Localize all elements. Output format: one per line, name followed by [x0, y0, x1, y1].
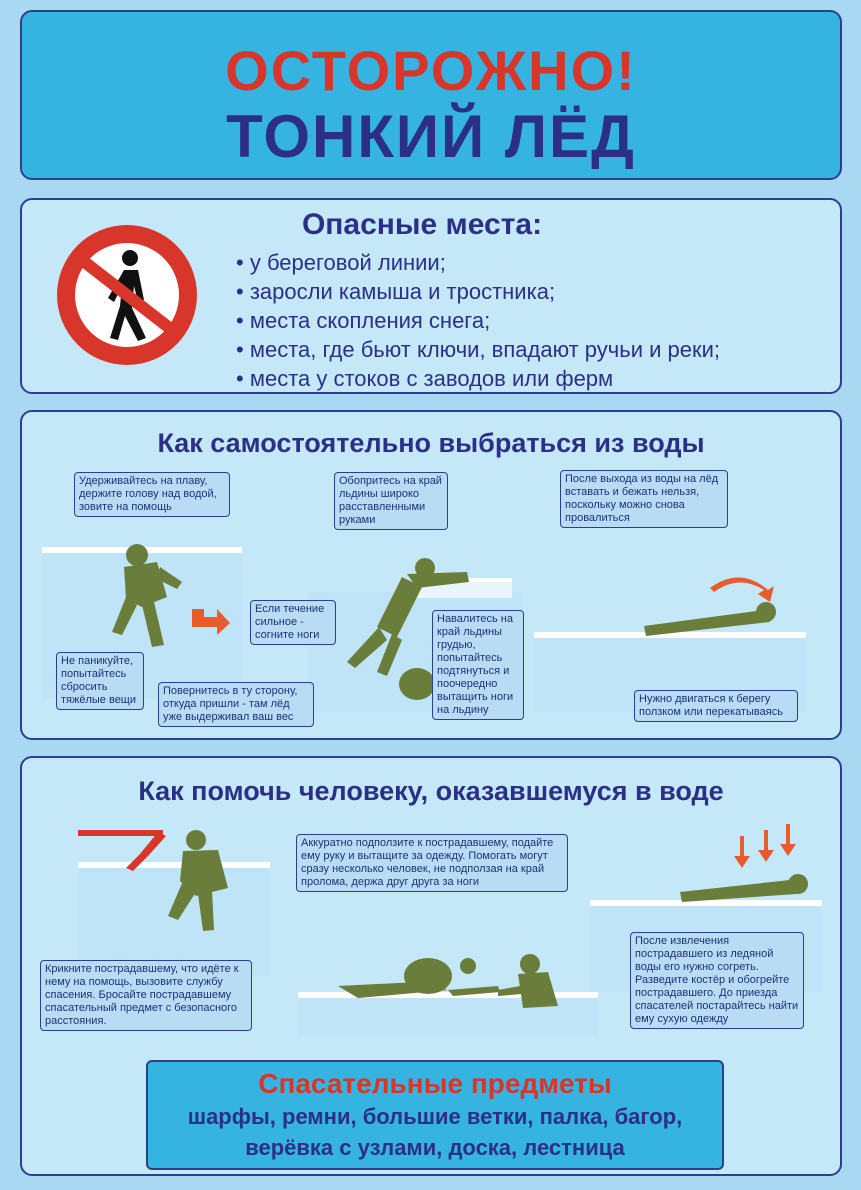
note-crawl-to-shore: Нужно двигаться к берегу ползком или перекатываясь	[634, 690, 798, 722]
list-item: • места у стоков с заводов или ферм	[236, 364, 720, 393]
note-stay-afloat: Удерживайтесь на плаву, держите голову над водой, зовите на помощь	[74, 472, 230, 517]
list-item: • места, где бьют ключи, впадают ручьи и реки;	[236, 335, 720, 364]
note-turn-around: Повернитесь в ту сторону, откуда пришли - там лёд уже выдерживал ваш вес	[158, 682, 314, 727]
list-item: • места скопления снега;	[236, 306, 720, 335]
dangerous-places-title: Опасные места:	[301, 208, 543, 241]
warning-title: ОСТОРОЖНО!	[225, 39, 637, 102]
note-dont-panic: Не паникуйте, попытайтесь сбросить тяжёлые вещи	[56, 652, 144, 710]
note-call-rescue: Крикните пострадавшему, что идёте к нему на помощь, вызовите службу спасения. Бросайте пострадавшему спасательный предмет с безопасного расстояния.	[40, 960, 252, 1031]
rescue-items-line: шарфы, ремни, большие ветки, палка, багор,	[187, 1104, 683, 1129]
dangerous-places-list	[236, 248, 720, 393]
note-dont-run: После выхода из воды на лёд вставать и бежать нельзя, поскольку можно снова провалиться	[560, 470, 728, 528]
rescue-items-box	[146, 1060, 724, 1170]
help-others-panel	[20, 756, 842, 1176]
self-rescue-panel	[20, 410, 842, 740]
thin-ice-title: ТОНКИЙ ЛЁД	[226, 103, 636, 170]
rescue-items-line: верёвка с узлами, доска, лестница	[245, 1135, 625, 1160]
note-lean-on-edge: Обопритесь на край льдины широко расставленными руками	[334, 472, 448, 530]
dangerous-places-panel	[20, 198, 842, 394]
list-item: • заросли камыша и тростника;	[236, 277, 720, 306]
throwing-scarf-illustration	[78, 826, 278, 976]
no-pedestrian-icon	[52, 220, 202, 370]
rescue-items-title: Спасательные предметы	[258, 1068, 612, 1099]
pulling-out-illustration	[298, 946, 608, 1036]
note-pull-yourself: Навалитесь на край льдины грудью, попытайтесь подтянуться и поочередно вытащить ноги на льдину	[432, 610, 524, 720]
list-item: • у береговой линии;	[236, 248, 720, 277]
self-rescue-title: Как самостоятельно выбраться из воды	[157, 428, 705, 458]
header-banner	[20, 10, 842, 180]
note-warm-victim: После извлечения пострадавшего из ледяной воды его нужно согреть. Разведите костёр и обогрейте пострадавшего. До приезда спасателей постарайтесь найти ему сухую одежду	[630, 932, 804, 1029]
help-others-title: Как помочь человеку, оказавшемуся в воде	[138, 776, 724, 806]
note-bend-legs: Если течение сильное - согните ноги	[250, 600, 336, 645]
note-crawl-carefully: Аккуратно подползите к пострадавшему, подайте ему руку и вытащите за одежду. Помогать могут сразу несколько человек, не подползая на край пролома, держа друг друга за ноги	[296, 834, 568, 892]
